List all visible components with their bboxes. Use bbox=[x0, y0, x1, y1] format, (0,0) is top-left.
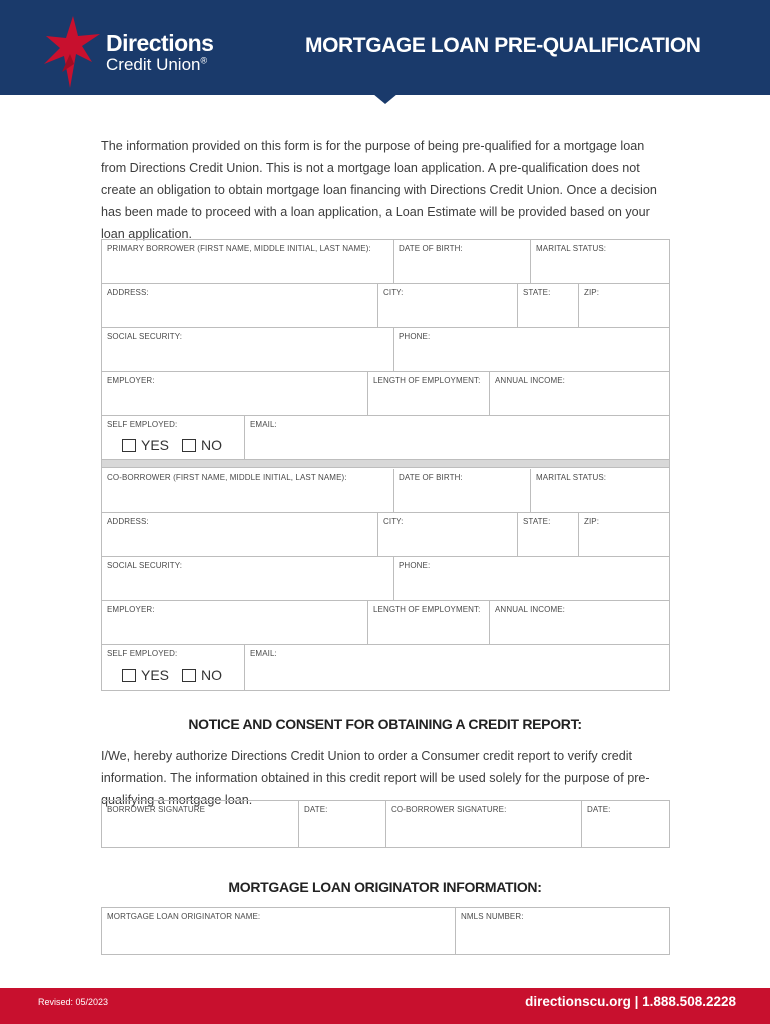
borrower-signature-field[interactable]: BORROWER SIGNATURE bbox=[102, 801, 299, 847]
brand-subtitle: Credit Union® bbox=[106, 55, 208, 74]
nmls-number-field[interactable]: NMLS NUMBER: bbox=[461, 912, 524, 921]
coborrower-ssn-field[interactable]: SOCIAL SECURITY: bbox=[102, 557, 394, 601]
coborrower-self-employed-yes[interactable]: YES bbox=[122, 667, 169, 683]
borrower-marital-field[interactable]: MARITAL STATUS: bbox=[531, 240, 669, 284]
form-header bbox=[0, 0, 770, 95]
borrower-email-field[interactable]: EMAIL: bbox=[245, 416, 669, 460]
coborrower-income-field[interactable]: ANNUAL INCOME: bbox=[490, 601, 669, 645]
originator-name-field[interactable]: MORTGAGE LOAN ORIGINATOR NAME: bbox=[102, 908, 456, 954]
section-divider bbox=[102, 460, 669, 468]
coborrower-state-field[interactable]: STATE: bbox=[518, 513, 579, 557]
coborrower-signature-field[interactable]: CO-BORROWER SIGNATURE: bbox=[386, 801, 582, 847]
coborrower-email-field[interactable]: EMAIL: bbox=[250, 649, 277, 658]
borrower-self-employed-yes[interactable]: YES bbox=[122, 437, 169, 453]
directions-logo bbox=[40, 14, 230, 92]
borrower-employment-length-field[interactable]: LENGTH OF EMPLOYMENT: bbox=[368, 372, 490, 416]
borrower-date-field[interactable]: DATE: bbox=[299, 801, 386, 847]
coborrower-address-field[interactable]: ADDRESS: bbox=[102, 513, 378, 557]
borrower-self-employed-field: SELF EMPLOYED: YES NO bbox=[102, 416, 245, 460]
signature-grid bbox=[101, 800, 670, 848]
borrower-grid bbox=[101, 239, 670, 691]
borrower-zip-field[interactable]: ZIP: bbox=[579, 284, 669, 328]
coborrower-dob-field[interactable]: DATE OF BIRTH: bbox=[394, 469, 531, 513]
consent-heading: NOTICE AND CONSENT FOR OBTAINING A CREDIT REPORT: bbox=[188, 716, 582, 732]
coborrower-phone-field[interactable]: PHONE: bbox=[394, 557, 669, 601]
coborrower-city-field[interactable]: CITY: bbox=[378, 513, 518, 557]
originator-heading: MORTGAGE LOAN ORIGINATOR INFORMATION: bbox=[228, 879, 542, 895]
borrower-employer-field[interactable]: EMPLOYER: bbox=[102, 372, 368, 416]
compass-figure-icon bbox=[40, 14, 110, 92]
coborrower-employment-length-field[interactable]: LENGTH OF EMPLOYMENT: bbox=[368, 601, 490, 645]
coborrower-zip-field[interactable]: ZIP: bbox=[579, 513, 669, 557]
header-notch bbox=[373, 94, 397, 104]
consent-paragraph: I/We, hereby authorize Directions Credit Union to order a Consumer credit report to verify credit information. The information obtained in this credit report will be used solely for the purpose of pre-qualifying a mortgage loan. bbox=[101, 749, 650, 807]
coborrower-employer-field[interactable]: EMPLOYER: bbox=[102, 601, 368, 645]
form-footer bbox=[0, 988, 770, 1024]
brand-name: Directions bbox=[106, 30, 214, 56]
borrower-ssn-field[interactable]: SOCIAL SECURITY: bbox=[102, 328, 394, 372]
checkbox-icon[interactable] bbox=[122, 669, 136, 682]
coborrower-marital-field[interactable]: MARITAL STATUS: bbox=[531, 469, 669, 513]
coborrower-self-employed-no[interactable]: NO bbox=[182, 667, 222, 683]
borrower-name-field[interactable]: PRIMARY BORROWER (FIRST NAME, MIDDLE INITIAL, LAST NAME): bbox=[102, 240, 394, 284]
borrower-dob-field[interactable]: DATE OF BIRTH: bbox=[394, 240, 531, 284]
coborrower-name-field[interactable]: CO-BORROWER (FIRST NAME, MIDDLE INITIAL, LAST NAME): bbox=[102, 469, 394, 513]
form-title: MORTGAGE LOAN PRE-QUALIFICATION bbox=[305, 34, 701, 57]
contact-info: directionscu.org | 1.888.508.2228 bbox=[525, 994, 736, 1009]
originator-grid bbox=[101, 907, 670, 955]
borrower-address-field[interactable]: ADDRESS: bbox=[102, 284, 378, 328]
coborrower-self-employed-field: SELF EMPLOYED: YES NO bbox=[102, 645, 245, 690]
checkbox-icon[interactable] bbox=[182, 439, 196, 452]
borrower-income-field[interactable]: ANNUAL INCOME: bbox=[490, 372, 669, 416]
coborrower-date-field[interactable]: DATE: bbox=[587, 805, 611, 814]
checkbox-icon[interactable] bbox=[182, 669, 196, 682]
borrower-self-employed-no[interactable]: NO bbox=[182, 437, 222, 453]
borrower-phone-field[interactable]: PHONE: bbox=[394, 328, 669, 372]
borrower-state-field[interactable]: STATE: bbox=[518, 284, 579, 328]
checkbox-icon[interactable] bbox=[122, 439, 136, 452]
borrower-city-field[interactable]: CITY: bbox=[378, 284, 518, 328]
intro-paragraph: The information provided on this form is for the purpose of being pre-qualified for a mortgage loan from Directions Credit Union. This is not a mortgage loan application. A pre-qualification does not create an obligation to obtain mortgage loan financing with Directions Credit Union. Once a decision has been made to proceed with a loan application, a Loan Estimate will be provided based on your loan application. bbox=[101, 139, 657, 241]
revision-date: Revised: 05/2023 bbox=[38, 997, 109, 1007]
